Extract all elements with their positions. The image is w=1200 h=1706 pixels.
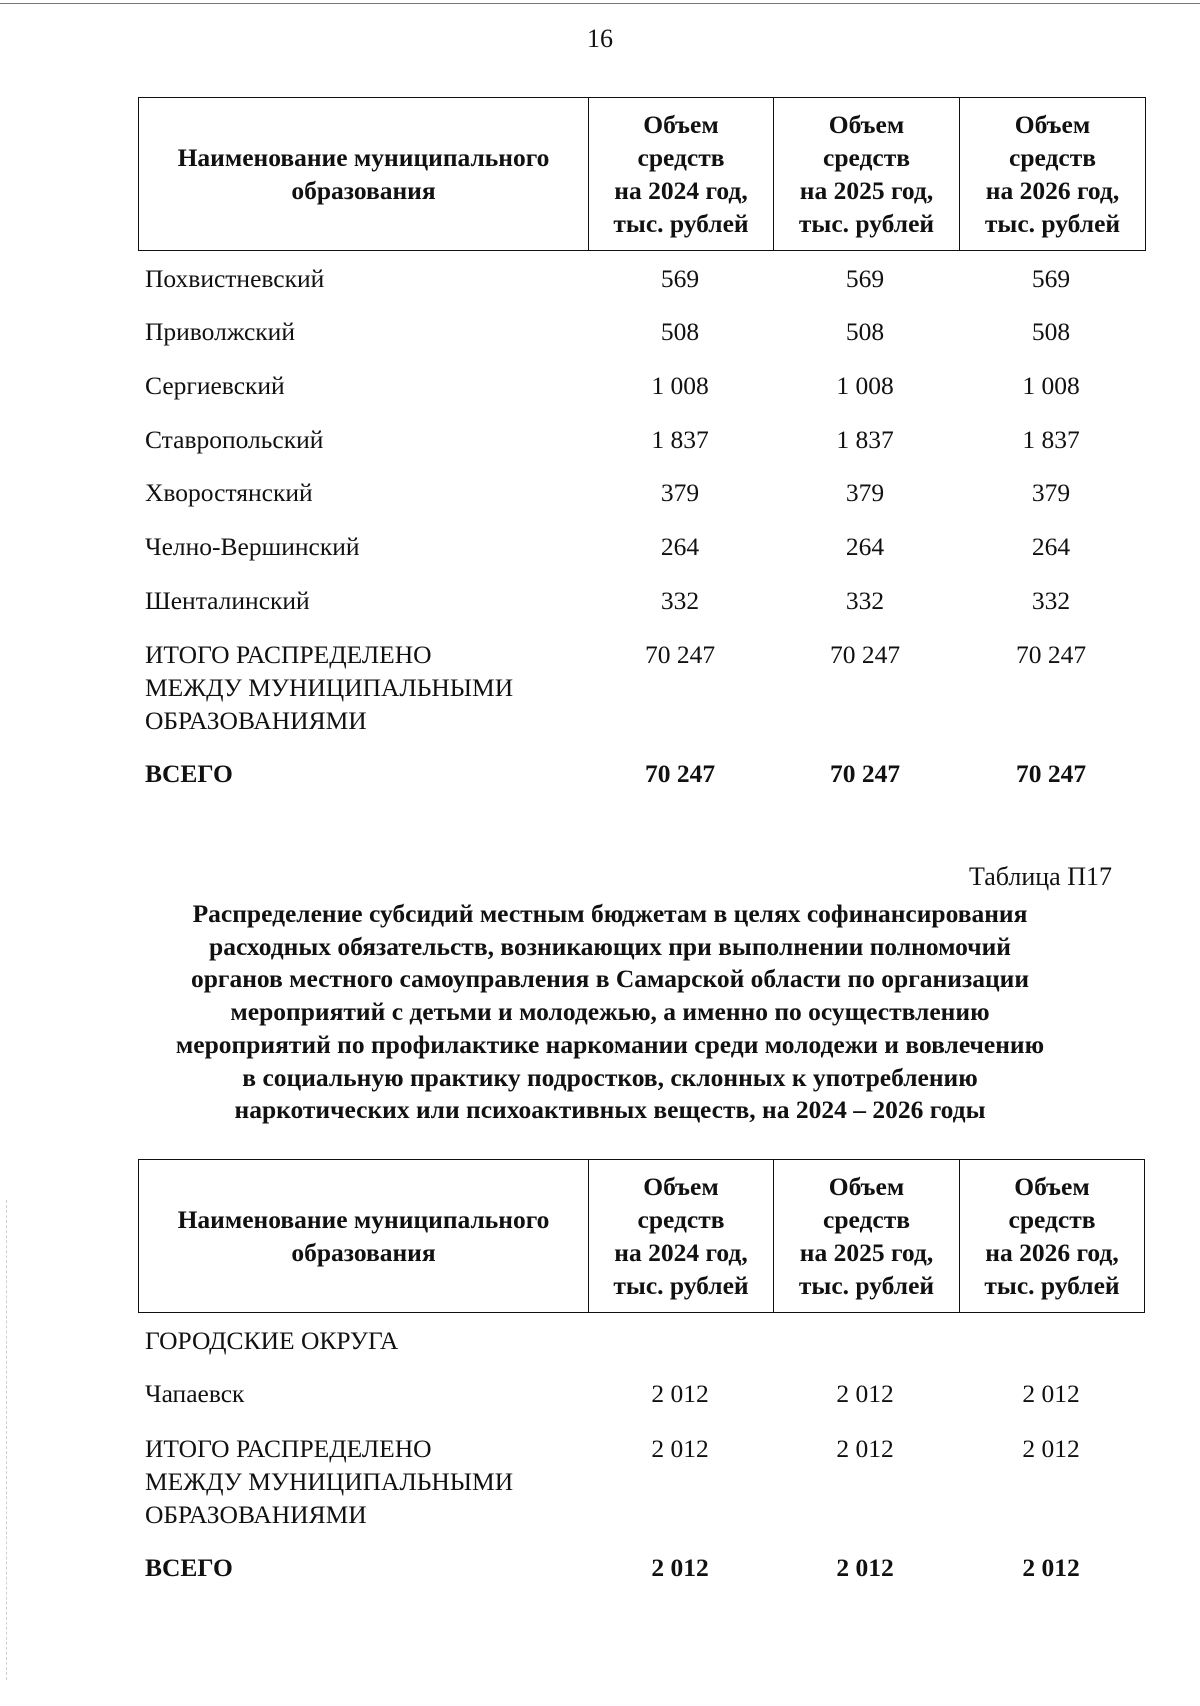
- value-2025: 508: [845, 317, 885, 346]
- value-2024: 569: [660, 264, 700, 293]
- value-2024: 264: [660, 532, 700, 561]
- row-name: Похвистневский: [145, 264, 325, 293]
- header-2025: Объем средств на 2025 год, тыс. рублей: [774, 1160, 960, 1313]
- value-2025: 379: [845, 478, 885, 507]
- value-2026: 1 008: [1022, 371, 1080, 400]
- value-2025: 70 247: [829, 640, 901, 669]
- value-2025: 332: [845, 586, 885, 615]
- value-2026: 379: [1031, 478, 1071, 507]
- value-2024: 1 008: [651, 371, 709, 400]
- page-number: 16: [587, 24, 613, 53]
- value-2024: 70 247: [644, 640, 716, 669]
- value-2024: 508: [660, 317, 700, 346]
- value-2024: 379: [660, 478, 700, 507]
- value-2026: 264: [1031, 532, 1071, 561]
- section-label: ГОРОДСКИЕ ОКРУГА: [145, 1326, 399, 1355]
- value-2024: 2 012: [651, 1379, 709, 1408]
- value-2024: 70 247: [644, 759, 716, 788]
- value-2026: 508: [1031, 317, 1071, 346]
- value-2025: 2 012: [836, 1434, 894, 1463]
- header-2026: Объем средств на 2026 год, тыс. рублей: [960, 1160, 1145, 1313]
- header-2026: Объем средств на 2026 год, тыс. рублей: [960, 98, 1146, 251]
- header-2024: Объем средств на 2024 год, тыс. рублей: [589, 1160, 774, 1313]
- value-2025: 2 012: [836, 1379, 894, 1408]
- value-2026: 2 012: [1022, 1553, 1080, 1582]
- value-2026: 332: [1031, 586, 1071, 615]
- value-2026: 2 012: [1022, 1434, 1080, 1463]
- top-border-line: [0, 3, 1200, 4]
- row-name: Ставропольский: [145, 425, 324, 454]
- value-2025: 1 008: [836, 371, 894, 400]
- value-2025: 1 837: [836, 425, 894, 454]
- table-caption: Распределение субсидий местным бюджетам в целях софинансирования расходных обязательств, возникающих при выполнении полномочий органов местного самоуправления в Самарской области по организации мероприятий с детьми и молодежью, а именно по осуществлению мероприятий по профилактике наркомании среди молодежи и вовлечению в социальную практику подростков, склонных к употреблению наркотических или психоактивных веществ, на 2024 – 2026 годы: [175, 899, 1045, 1125]
- subtotal-label: ИТОГО РАСПРЕДЕЛЕНО МЕЖДУ МУНИЦИПАЛЬНЫМИ ОБРАЗОВАНИЯМИ: [145, 1434, 514, 1529]
- scan-edge-line: [6, 1200, 8, 1680]
- value-2024: 332: [660, 586, 700, 615]
- total-label: ВСЕГО: [145, 1553, 233, 1582]
- row-name: Хворостянский: [145, 478, 313, 507]
- value-2026: 569: [1031, 264, 1071, 293]
- row-name: Чапаевск: [145, 1379, 245, 1408]
- table1-header: [138, 97, 1146, 251]
- subtotal-label: ИТОГО РАСПРЕДЕЛЕНО МЕЖДУ МУНИЦИПАЛЬНЫМИ ОБРАЗОВАНИЯМИ: [145, 640, 514, 735]
- value-2024: 2 012: [651, 1553, 709, 1582]
- table-label: Таблица П17: [969, 862, 1112, 891]
- total-label: ВСЕГО: [145, 759, 233, 788]
- row-name: Приволжский: [145, 317, 295, 346]
- value-2025: 264: [845, 532, 885, 561]
- table2-header: [138, 1159, 1145, 1313]
- header-name: Наименование муниципального образования: [139, 98, 589, 251]
- value-2026: 70 247: [1015, 759, 1087, 788]
- header-2025: Объем средств на 2025 год, тыс. рублей: [774, 98, 960, 251]
- value-2025: 2 012: [836, 1553, 894, 1582]
- value-2026: 1 837: [1022, 425, 1080, 454]
- row-name: Сергиевский: [145, 371, 285, 400]
- header-name: Наименование муниципального образования: [139, 1160, 589, 1313]
- row-name: Шенталинский: [145, 586, 310, 615]
- value-2025: 569: [845, 264, 885, 293]
- value-2024: 1 837: [651, 425, 709, 454]
- value-2026: 2 012: [1022, 1379, 1080, 1408]
- header-2024: Объем средств на 2024 год, тыс. рублей: [589, 98, 774, 251]
- value-2025: 70 247: [829, 759, 901, 788]
- value-2024: 2 012: [651, 1434, 709, 1463]
- value-2026: 70 247: [1015, 640, 1087, 669]
- row-name: Челно-Вершинский: [145, 532, 360, 561]
